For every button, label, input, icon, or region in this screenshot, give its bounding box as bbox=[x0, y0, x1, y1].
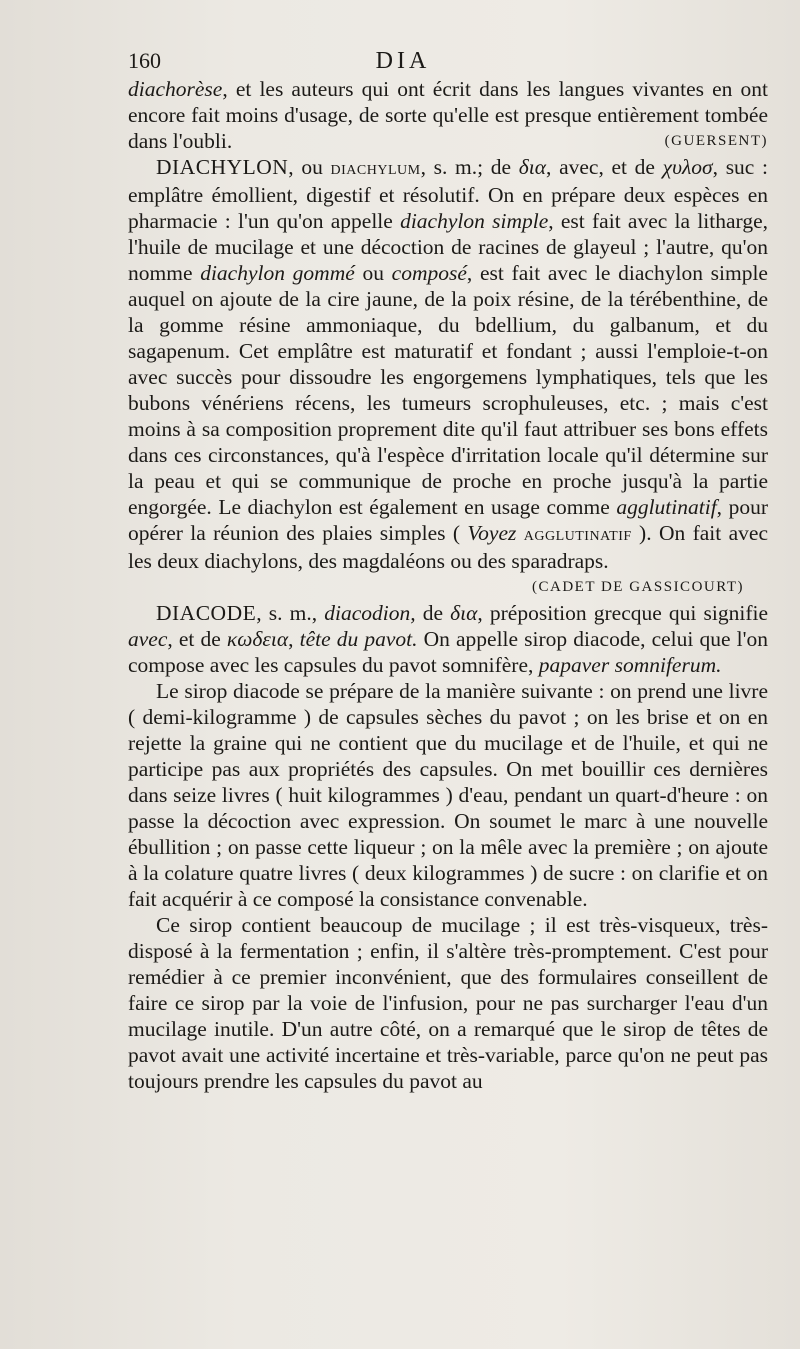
entry-diachylon: DIACHYLON, ou diachylum, s. m.; de δια, avec, et de χυλοσ, suc : emplâtre émollient, digestif et résolutif. On en prépare deux espèces en pharmacie : l'un qu'on appelle diachylon simple, est fait avec la litharge, l'huile de mucilage et une décoction de racines de glayeul ; l'autre, qu'on nomme diachylon gommé ou composé, est fait avec le diachylon simple auquel on ajoute de la cire jaune, de la poix résine, de la térébenthine, de la gomme résine ammoniaque, du bdellium, du galbanum, et du sagapenum. Cet emplâtre est maturatif et fondant ; aussi l'emploie-t-on avec succès pour dissoudre les engorgemens lymphatiques, tels que les bubons vénériens récens, les tumeurs scrophuleuses, etc. ; mais c'est moins à sa composition proprement dite qu'il faut attribuer ses bons effets dans ces circonstances, qu'à l'espèce d'irritation locale qu'il détermine sur la peau et qui se communique de proche en proche jusqu'à la partie engorgée. Le diachylon est également en usage comme agglutinatif, pour opérer la réunion des plaies simples ( Voyez agglutinatif ). On fait avec les deux diachylons, des magdaléons ou des sparadraps. bbox=[128, 155, 769, 573]
greek-etymon: χυλοσ bbox=[662, 155, 713, 179]
continuation-paragraph bbox=[128, 76, 768, 154]
cross-reference-voyez: Voyez bbox=[467, 521, 517, 545]
variant-form: diachylum bbox=[330, 158, 421, 179]
cross-reference-target: agglutinatif bbox=[523, 524, 632, 545]
running-head: DIA bbox=[375, 48, 431, 74]
author-signature-cadet: (CADET DE GASSICOURT) bbox=[532, 579, 744, 595]
page-header bbox=[128, 48, 768, 74]
continued-word: diachorèse bbox=[128, 77, 223, 101]
diacode-paragraph-preparation: Le sirop diacode se prépare de la manière suivante : on prend une livre ( demi-kilogramme ) de capsules sèches du pavot ; on les brise et on en rejette la graine qui ne contient que du mucilage et de l'huile, et qui ne participe pas aux propriétés des capsules. On met bouillir ces dernières dans seize livres ( huit kilogrammes ) d'eau, pendant un quart-d'heure : on passe la décoction avec expression. On soumet le marc à une nouvelle ébullition ; on passe cette liqueur ; on la mêle avec la première ; on ajoute à la colature quatre livres ( deux kilogrammes ) de sucre : on clarifie et on fait acquérir à ce composé la consistance convenable. bbox=[128, 679, 768, 911]
diacode-paragraph-properties: Ce sirop contient beaucoup de mucilage ; il est très-visqueux, très-disposé à la fermentation ; enfin, il s'altère très-promptement. C'est pour remédier à ce premier inconvénient, que des formulaires conseillent de faire ce sirop par la voie de l'infusion, pour ne pas surcharger l'eau d'un mucilage inutile. D'un autre côté, on a remarqué que le sirop de têtes de pavot avait une activité incertaine et très-variable, parce qu'on ne peut pas toujours prendre les capsules du pavot au bbox=[128, 913, 768, 1093]
greek-etymon: δια bbox=[450, 601, 478, 625]
author-signature-guersent: (GUERSENT) bbox=[664, 133, 768, 149]
headword-diachylon: DIACHYLON bbox=[156, 155, 289, 179]
greek-etymon: δια bbox=[518, 155, 547, 179]
greek-etymon: κωδεια bbox=[226, 627, 289, 651]
text-block bbox=[128, 48, 768, 1094]
page-number: 160 bbox=[128, 48, 161, 73]
headword-diacode: DIACODE bbox=[156, 601, 257, 625]
entry-diacode: DIACODE, s. m., diacodion, de δια, préposition grecque qui signifie avec, et de κωδεια, tête du pavot. On appelle sirop diacode, celui que l'on compose avec les capsules du pavot somnifère, papaver somniferum. bbox=[128, 601, 769, 677]
continuation-text: , et les auteurs qui ont écrit dans les langues vivantes en ont encore fait moins d'usage, de sorte qu'elle est presque entièrement tombée dans l'oubli. bbox=[128, 77, 768, 153]
